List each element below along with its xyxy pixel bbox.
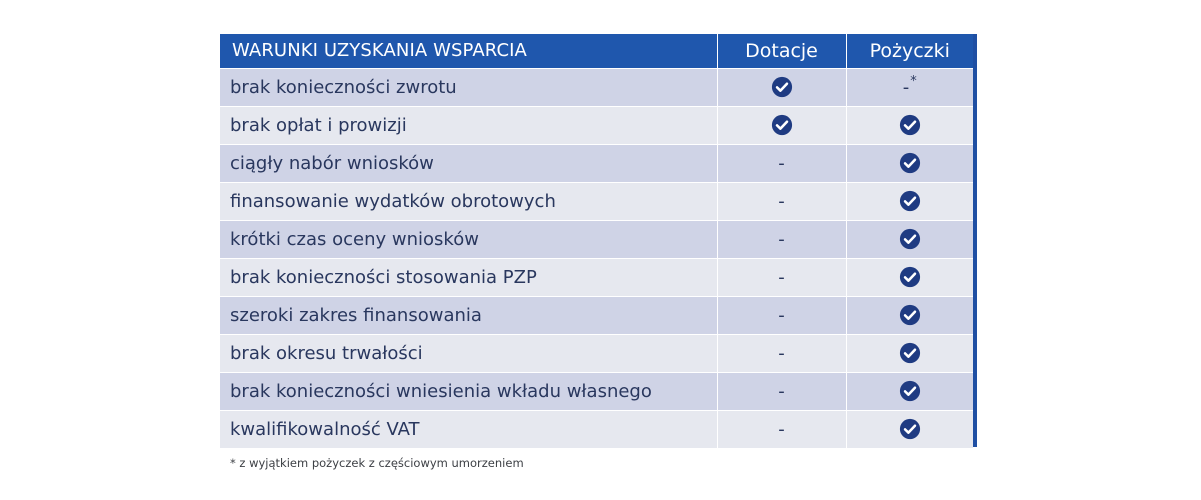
table-right-border bbox=[973, 34, 977, 447]
footnote: * z wyjątkiem pożyczek z częściowym umorzeniem bbox=[230, 456, 524, 470]
dash-mark: - bbox=[778, 342, 785, 364]
dotacje-cell bbox=[717, 220, 846, 258]
dotacje-cell bbox=[717, 372, 846, 410]
footnote-marker: * bbox=[910, 73, 917, 89]
header-dotacje: Dotacje bbox=[717, 34, 846, 68]
condition-label: brak konieczności zwrotu bbox=[220, 68, 717, 106]
check-circle-icon bbox=[771, 114, 793, 136]
check-circle-icon bbox=[899, 304, 921, 326]
dotacje-cell bbox=[717, 68, 846, 106]
dash-mark: - bbox=[778, 304, 785, 326]
check-circle-icon bbox=[771, 76, 793, 98]
table-row bbox=[220, 334, 973, 372]
pozyczki-cell bbox=[846, 68, 973, 106]
dash-mark: - bbox=[778, 266, 785, 288]
table-row bbox=[220, 220, 973, 258]
dotacje-cell bbox=[717, 334, 846, 372]
dotacje-cell bbox=[717, 410, 846, 448]
table-row bbox=[220, 182, 973, 220]
pozyczki-cell bbox=[846, 106, 973, 144]
dash-mark: - bbox=[778, 190, 785, 212]
pozyczki-cell bbox=[846, 144, 973, 182]
check-circle-icon bbox=[899, 380, 921, 402]
support-conditions-table-wrapper bbox=[220, 34, 977, 449]
table-body bbox=[220, 68, 973, 448]
check-circle-icon bbox=[899, 342, 921, 364]
table-row bbox=[220, 372, 973, 410]
table-header-row bbox=[220, 34, 973, 68]
pozyczki-cell bbox=[846, 410, 973, 448]
pozyczki-cell bbox=[846, 296, 973, 334]
pozyczki-cell bbox=[846, 334, 973, 372]
table-row bbox=[220, 410, 973, 448]
header-pozyczki: Pożyczki bbox=[846, 34, 973, 68]
table-row bbox=[220, 144, 973, 182]
check-circle-icon bbox=[899, 114, 921, 136]
dotacje-cell bbox=[717, 258, 846, 296]
dash-mark: - bbox=[778, 380, 785, 402]
dotacje-cell bbox=[717, 296, 846, 334]
condition-label: brak konieczności wniesienia wkładu własnego bbox=[220, 372, 717, 410]
condition-label: ciągły nabór wniosków bbox=[220, 144, 717, 182]
check-circle-icon bbox=[899, 266, 921, 288]
header-conditions: WARUNKI UZYSKANIA WSPARCIA bbox=[220, 34, 717, 68]
pozyczki-cell bbox=[846, 220, 973, 258]
check-circle-icon bbox=[899, 152, 921, 174]
condition-label: szeroki zakres finansowania bbox=[220, 296, 717, 334]
pozyczki-cell bbox=[846, 182, 973, 220]
dash-mark: - bbox=[902, 76, 910, 98]
condition-label: brak okresu trwałości bbox=[220, 334, 717, 372]
table-row bbox=[220, 258, 973, 296]
condition-label: kwalifikowalność VAT bbox=[220, 410, 717, 448]
table-row bbox=[220, 296, 973, 334]
check-circle-icon bbox=[899, 190, 921, 212]
dotacje-cell bbox=[717, 182, 846, 220]
dotacje-cell bbox=[717, 106, 846, 144]
dotacje-cell bbox=[717, 144, 846, 182]
check-circle-icon bbox=[899, 418, 921, 440]
condition-label: brak konieczności stosowania PZP bbox=[220, 258, 717, 296]
condition-label: krótki czas oceny wniosków bbox=[220, 220, 717, 258]
dash-mark: - bbox=[778, 152, 785, 174]
pozyczki-cell bbox=[846, 258, 973, 296]
condition-label: brak opłat i prowizji bbox=[220, 106, 717, 144]
support-conditions-table bbox=[220, 34, 973, 449]
check-circle-icon bbox=[899, 228, 921, 250]
table-row bbox=[220, 106, 973, 144]
dash-mark: - bbox=[778, 418, 785, 440]
dash-mark: - bbox=[778, 228, 785, 250]
pozyczki-cell bbox=[846, 372, 973, 410]
table-row bbox=[220, 68, 973, 106]
condition-label: finansowanie wydatków obrotowych bbox=[220, 182, 717, 220]
